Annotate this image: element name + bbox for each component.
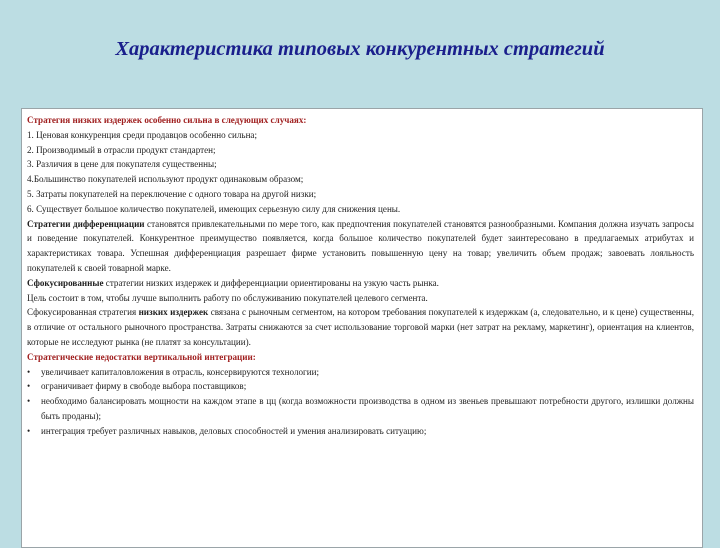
vertical-bullet: [27, 394, 694, 424]
low-cost-item: 6. Существует большое количество покупателей, имеющих серьезную силу для снижения цены.: [27, 203, 401, 214]
focused-low-cost-paragraph: [27, 305, 694, 349]
vertical-bullet-text: увеличивает капиталовложения в отрасль, консервируются технологии;: [41, 366, 320, 377]
vertical-bullet-text: необходимо балансировать мощности на каждом этапе в цц (когда возможности производства в одном из звеньев превышают потребности другого, излишки должны быть проданы);: [41, 396, 694, 421]
vertical-bullet: [27, 365, 694, 380]
differentiation-lead: Стратегии дифференциации: [27, 218, 145, 229]
vertical-bullet-text: ограничивает фирму в свободе выбора поставщиков;: [41, 381, 247, 392]
differentiation-paragraph: [27, 217, 694, 276]
vertical-heading: Стратегические недостатки вертикальной интеграции:: [27, 351, 256, 362]
low-cost-item: 5. Затраты покупателей на переключение с одного товара на другой низки;: [27, 188, 317, 199]
vertical-bullet: [27, 379, 694, 394]
focused-low-cost-pre: Сфокусированная стратегия: [27, 307, 139, 318]
bullet-icon: •: [27, 381, 31, 392]
vertical-bullet-text: интеграция требует различных навыков, деловых способностей и умения анализировать ситуацию;: [41, 425, 427, 436]
differentiation-text: становятся привлекательными по мере того, как предпочтения покупателей становятся разнообразными. Компания должна изучать запросы и поведение покупателей. Конкурентное преимущество появляется, когда большое количество покупателей будет заинтересовано в предлагаемых атрибутах и характеристиках товара. Успешная дифференциация разрешает фирме установить повышенную цену на товар; увеличить объем продаж; завоевать лояльность покупателей к своей товарной марке.: [27, 218, 694, 273]
focused-low-cost-text: связана с рыночным сегментом, на котором требования покупателей к издержкам (а, следовательно, и к цене) существенны, в отличие от остального рыночного пространства. Затраты снижаются за счет использование торговой марки (нет затрат на рекламу, маркетинг), ориентация на клиентов, которые не исследуют рынка (не платят за консультации).: [27, 307, 695, 347]
focused-low-cost-bold: низких издержек: [138, 307, 209, 318]
low-cost-item: 1. Ценовая конкуренция среди продавцов особенно сильна;: [27, 129, 257, 140]
low-cost-item: 2. Производимый в отрасли продукт стандартен;: [27, 144, 216, 155]
bullet-icon: •: [27, 366, 31, 377]
focused-lead: Сфокусированные: [27, 277, 104, 288]
slide-title: Характеристика типовых конкурентных стратегий: [115, 38, 605, 60]
bullet-icon: •: [27, 396, 31, 407]
focused-text: стратегии низких издержек и дифференциации ориентированы на узкую часть рынка.: [103, 277, 439, 288]
vertical-bullet: [27, 424, 694, 439]
content-box: [21, 108, 703, 548]
low-cost-item: 3. Различия в цене для покупателя существенны;: [27, 159, 217, 170]
focused-paragraph: [27, 276, 694, 291]
focused-goal: Цель состоит в том, чтобы лучше выполнить работу по обслуживанию покупателей целевого сегмента.: [27, 292, 428, 303]
low-cost-item: 4.Большинство покупателей используют продукт одинаковым образом;: [27, 174, 304, 185]
bullet-icon: •: [27, 425, 31, 436]
low-cost-heading: Стратегия низких издержек особенно сильна в следующих случаях:: [27, 115, 307, 125]
